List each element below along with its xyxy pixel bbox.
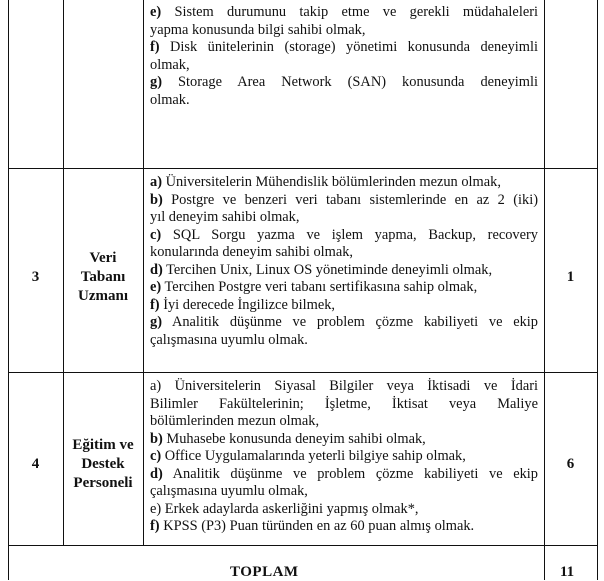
requirement-line [150,448,538,466]
requirement-line [150,297,538,315]
requirements-cell-support [150,378,538,536]
requirement-line [150,227,538,245]
requirement-text: Bilimler Fakültelerinin; İşletme, İktisat veya Maliye [150,395,538,412]
requirement-text: a) Üniversitelerin Siyasal Bilgiler veya İktisadi ve İdari [150,378,538,394]
requirement-line [150,466,538,484]
requirement-marker: g) [150,314,162,330]
requirement-text: SQL Sorgu yazma ve işlem yapma, Backup, recovery [161,226,538,243]
requirement-line [150,431,538,449]
requirement-line [150,396,538,414]
requirement-text: İyi derecede İngilizce bilmek, [159,296,335,313]
position-title-line: Uzmanı [78,288,128,304]
requirement-line [150,332,538,350]
requirement-marker: a) [150,174,162,190]
requirement-text: yıl deneyim sahibi olmak, [150,209,300,225]
requirement-line [150,209,538,227]
requirement-text: bölümlerinden mezun olmak, [150,413,320,429]
requirement-line [150,74,538,92]
requirement-marker: b) [150,430,163,447]
position-title-line: Destek [81,456,125,472]
requirement-text: e) Erkek adaylarda askerliğini yapmış olmak*, [150,500,419,517]
requirement-line [150,192,538,210]
requirement-text: konularında deneyim sahibi olmak, [150,244,354,260]
requirement-text: olmak, [150,56,190,73]
position-title-line: Tabanı [80,269,126,285]
requirement-line [150,314,538,332]
requirement-line [150,483,538,501]
requirement-text: KPSS (P3) Puan türünden en az 60 puan almış olmak. [159,518,475,534]
requirement-marker: g) [150,74,162,90]
requirement-line [150,378,538,396]
requirement-text: Muhasebe konusunda deneyim sahibi olmak, [162,430,426,447]
requirement-marker: f) [150,39,160,55]
row-number: 3 [31,269,40,285]
requirement-marker: c) [150,448,162,464]
requirement-line [150,174,538,192]
requirement-line [150,57,538,75]
requirement-text: Sistem durumunu takip etme ve gerekli müdahaleleri [161,4,538,20]
position-title-db [63,249,143,306]
requirement-text: Postgre ve benzeri veri tabanı sistemlerinde en az 2 (iki) [162,191,538,208]
requirement-text: Storage Area Network (SAN) konusunda deneyimli [162,74,538,90]
requirement-text: Disk ünitelerinin (storage) yönetimi konusunda deneyimli [159,39,538,55]
row-separator-1 [8,168,598,169]
requirement-line [150,92,538,110]
requirements-cell-continued [150,4,538,109]
position-title-line: Veri [89,250,117,266]
requirement-marker: b) [150,191,163,208]
table-divider-title [143,0,144,545]
requirement-marker: c) [150,226,162,243]
requirement-marker: e) [150,279,162,295]
requirement-line [150,413,538,431]
requirement-marker: e) [150,4,162,20]
requirement-line [150,518,538,536]
position-title-line: Eğitim ve [72,437,134,453]
requirement-line [150,262,538,280]
row-number: 4 [31,456,40,472]
requirement-text: Analitik düşünme ve problem çözme kabiliyeti ve ekip [162,465,538,482]
requirement-line [150,22,538,40]
requirement-text: yapma konusunda bilgi sahibi olmak, [150,21,366,38]
position-count: 6 [566,456,575,472]
requirement-text: Tercihen Postgre veri tabanı sertifikasına sahip olmak, [161,279,478,295]
position-count: 1 [566,269,575,285]
requirement-text: Office Uygulamalarında yeterli bilgiye sahip olmak, [161,448,466,464]
requirement-marker: f) [150,296,160,313]
requirement-line [150,244,538,262]
requirement-text: Analitik düşünme ve problem çözme kabiliyeti ve ekip [162,314,538,330]
requirement-text: Tercihen Unix, Linux OS yönetiminde deneyimli olmak, [162,261,493,278]
requirement-text: Üniversitelerin Mühendislik bölümlerinden mezun olmak, [162,174,501,190]
row-separator-3 [8,545,598,546]
requirement-line [150,4,538,22]
requirement-line [150,39,538,57]
requirement-marker: d) [150,465,163,482]
requirements-cell-db [150,174,538,349]
requirement-marker: f) [150,518,160,534]
requirement-text: çalışmasına uyumlu olmak. [150,331,308,348]
table-border-left [8,0,9,580]
requirement-line [150,279,538,297]
requirement-text: çalışmasına uyumlu olmak, [150,483,308,499]
requirement-marker: d) [150,261,163,278]
row-separator-2 [8,372,598,373]
position-title-line: Personeli [73,475,133,491]
total-count: 11 [560,564,575,580]
total-label: TOPLAM [230,564,299,580]
requirement-text: olmak. [150,91,190,108]
position-title-support [63,436,143,493]
requirement-line [150,501,538,519]
table-divider-count [544,0,545,580]
table-border-right [597,0,598,580]
